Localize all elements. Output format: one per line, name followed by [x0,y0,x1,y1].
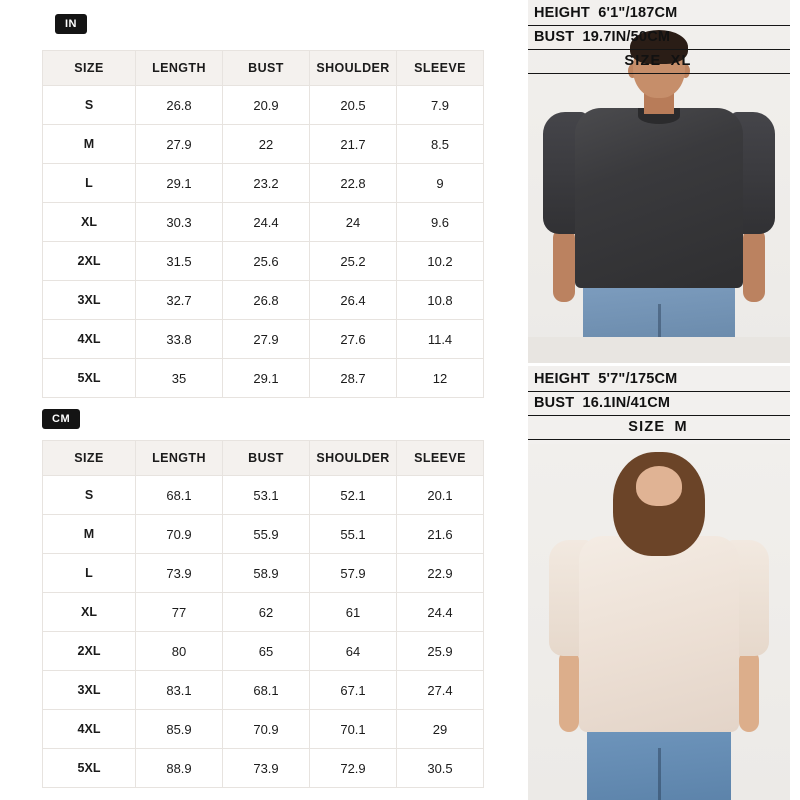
column-header-shoulder: SHOULDER [310,441,397,476]
cell-size: XL [43,593,136,632]
cell-length: 85.9 [136,710,223,749]
cell-size: XL [43,203,136,242]
cell-bust: 68.1 [223,671,310,710]
cell-length: 32.7 [136,281,223,320]
cell-shoulder: 67.1 [310,671,397,710]
female-size-row [528,416,790,440]
cell-shoulder: 52.1 [310,476,397,515]
cell-size: 2XL [43,632,136,671]
female-right-arm [739,650,759,732]
column-header-size: SIZE [43,441,136,476]
cell-bust: 65 [223,632,310,671]
cell-sleeve: 11.4 [397,320,484,359]
cell-length: 27.9 [136,125,223,164]
cell-bust: 55.9 [223,515,310,554]
cell-length: 83.1 [136,671,223,710]
cell-length: 29.1 [136,164,223,203]
female-hair [613,452,705,556]
cell-bust: 27.9 [223,320,310,359]
cell-size: 4XL [43,710,136,749]
cell-bust: 73.9 [223,749,310,788]
female-bust-row [528,392,790,416]
male-bust-value: 19.7IN/50CM [582,29,671,46]
female-size-label: SIZE [628,419,666,436]
cell-length: 77 [136,593,223,632]
table-row [43,515,484,554]
column-header-length: LENGTH [136,441,223,476]
table-row [43,476,484,515]
cell-size: 3XL [43,671,136,710]
column-header-shoulder: SHOULDER [310,51,397,86]
cell-length: 80 [136,632,223,671]
cell-length: 33.8 [136,320,223,359]
male-tshirt [575,108,743,288]
cell-shoulder: 72.9 [310,749,397,788]
cell-sleeve: 8.5 [397,125,484,164]
column-header-bust: BUST [223,441,310,476]
cell-length: 88.9 [136,749,223,788]
table-row [43,593,484,632]
model-photos-column [508,0,800,800]
cell-bust: 70.9 [223,710,310,749]
cell-shoulder: 20.5 [310,86,397,125]
cell-bust: 58.9 [223,554,310,593]
model-card-male [528,0,790,363]
cell-sleeve: 10.2 [397,242,484,281]
table-row [43,710,484,749]
female-bust-label: BUST [534,395,575,412]
male-bust-row [528,26,790,50]
table-row [43,320,484,359]
cell-length: 73.9 [136,554,223,593]
male-size-value: XL [670,53,692,70]
cell-length: 30.3 [136,203,223,242]
cell-bust: 26.8 [223,281,310,320]
column-header-bust: BUST [223,51,310,86]
table-row [43,164,484,203]
cell-shoulder: 64 [310,632,397,671]
cell-sleeve: 21.6 [397,515,484,554]
cell-bust: 25.6 [223,242,310,281]
cell-sleeve: 22.9 [397,554,484,593]
male-height-row [528,2,790,26]
female-tshirt [579,536,739,732]
cell-shoulder: 22.8 [310,164,397,203]
cell-bust: 29.1 [223,359,310,398]
table-row [43,554,484,593]
cell-sleeve: 24.4 [397,593,484,632]
cell-shoulder: 26.4 [310,281,397,320]
cell-length: 26.8 [136,86,223,125]
male-spec-list [528,0,790,74]
size-table-inches [42,50,484,398]
male-left-arm [553,228,575,302]
female-size-value: M [674,419,688,436]
male-right-arm [743,228,765,302]
cell-shoulder: 24 [310,203,397,242]
cell-shoulder: 28.7 [310,359,397,398]
cell-size: 3XL [43,281,136,320]
model-card-female [528,366,790,800]
cell-sleeve: 29 [397,710,484,749]
table-row [43,125,484,164]
male-bust-label: BUST [534,29,575,46]
female-height-label: HEIGHT [534,371,590,387]
male-height-value: 6'1"/187CM [598,5,678,21]
size-table-centimeters [42,440,484,788]
cell-sleeve: 9.6 [397,203,484,242]
cell-bust: 53.1 [223,476,310,515]
cell-size: S [43,476,136,515]
cell-sleeve: 7.9 [397,86,484,125]
cell-shoulder: 61 [310,593,397,632]
table-row [43,86,484,125]
cell-size: 5XL [43,749,136,788]
cell-size: L [43,164,136,203]
cell-length: 31.5 [136,242,223,281]
cell-sleeve: 27.4 [397,671,484,710]
photo-floor [528,337,790,363]
model-photo-female [528,444,790,800]
table-row [43,632,484,671]
cell-sleeve: 12 [397,359,484,398]
table-row [43,749,484,788]
cell-bust: 24.4 [223,203,310,242]
male-size-row [528,50,790,74]
cell-sleeve: 25.9 [397,632,484,671]
cell-size: 5XL [43,359,136,398]
cell-length: 35 [136,359,223,398]
cell-length: 68.1 [136,476,223,515]
unit-badge-inches: IN [55,14,87,34]
column-header-sleeve: SLEEVE [397,441,484,476]
table-header-row [43,441,484,476]
table-row [43,242,484,281]
female-height-value: 5'7"/175CM [598,371,678,387]
table-row [43,203,484,242]
cell-bust: 62 [223,593,310,632]
cell-length: 70.9 [136,515,223,554]
cell-shoulder: 27.6 [310,320,397,359]
cell-sleeve: 30.5 [397,749,484,788]
cell-bust: 22 [223,125,310,164]
female-jeans [587,722,731,800]
cell-size: L [43,554,136,593]
cell-shoulder: 21.7 [310,125,397,164]
table-row [43,281,484,320]
unit-badge-centimeters: CM [42,409,80,429]
female-spec-list [528,366,790,440]
column-header-size: SIZE [43,51,136,86]
cell-size: M [43,515,136,554]
cell-bust: 23.2 [223,164,310,203]
cell-shoulder: 25.2 [310,242,397,281]
female-bust-value: 16.1IN/41CM [582,395,671,412]
cell-sleeve: 20.1 [397,476,484,515]
cell-shoulder: 55.1 [310,515,397,554]
cell-size: 4XL [43,320,136,359]
cell-sleeve: 9 [397,164,484,203]
cell-bust: 20.9 [223,86,310,125]
table-row [43,671,484,710]
table-header-row [43,51,484,86]
column-header-length: LENGTH [136,51,223,86]
cell-shoulder: 70.1 [310,710,397,749]
female-height-row [528,368,790,392]
cell-size: M [43,125,136,164]
cell-size: 2XL [43,242,136,281]
table-row [43,359,484,398]
cell-size: S [43,86,136,125]
cell-sleeve: 10.8 [397,281,484,320]
male-size-label: SIZE [624,53,662,70]
cell-shoulder: 57.9 [310,554,397,593]
column-header-sleeve: SLEEVE [397,51,484,86]
female-left-arm [559,650,579,732]
male-height-label: HEIGHT [534,5,590,21]
